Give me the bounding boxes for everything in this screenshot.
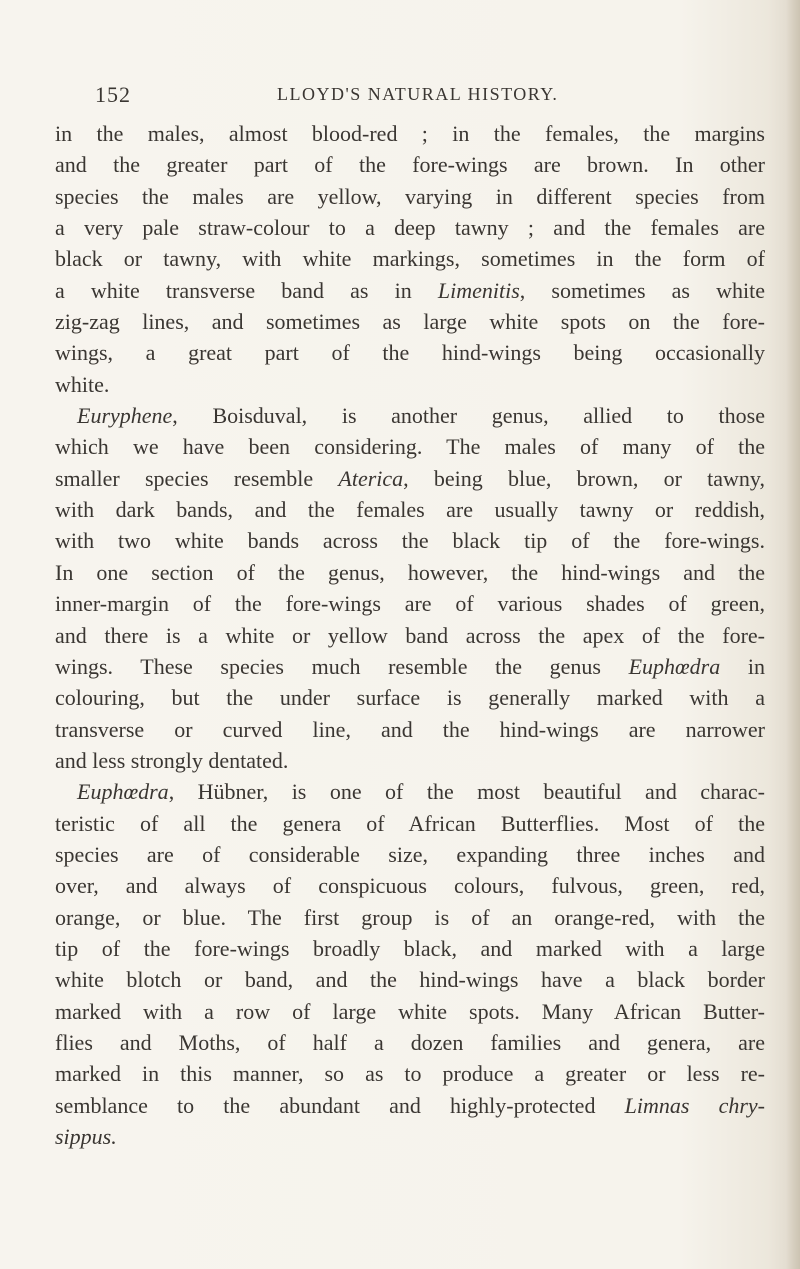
text-segment: white. [55,371,110,397]
page-header [95,82,735,112]
text-segment: semblance to the abundant and highly-protected [55,1092,625,1118]
text-line [55,588,765,619]
text-segment: species the males are yellow, varying in different species from [55,183,765,209]
text-line [55,306,765,337]
text-line [55,212,765,243]
text-segment: marked with a row of large white spots. Many African Butter- [55,998,765,1024]
text-line [55,996,765,1027]
italic-text: Euphœdra [77,779,169,805]
text-segment: which we have been considering. The males of many of the [55,434,765,460]
text-line [55,682,765,713]
italic-text: Limenitis [437,277,520,303]
text-line [55,933,765,964]
text-segment: orange, or blue. The first group is of an orange-red, with the [55,904,765,930]
text-segment: and less strongly dentated. [55,747,289,773]
text-line [55,243,765,274]
text-segment: smaller species resemble [55,465,339,491]
text-segment: a white transverse band as in [55,277,438,303]
text-line [55,839,765,870]
text-segment: flies and Moths, of half a dozen families and genera, are [55,1029,765,1055]
text-line [55,118,765,149]
text-segment: in [720,653,765,679]
italic-text: Limnas chry- [624,1092,766,1118]
text-line [55,149,765,180]
text-line [55,1090,765,1121]
text-segment: colouring, but the under surface is generally marked with a [55,685,765,711]
text-segment: black or tawny, with white markings, sometimes in the form of [55,246,765,272]
text-segment: a very pale straw-colour to a deep tawny ; and the females are [55,215,765,241]
text-segment: and the greater part of the fore-wings are brown. In other [55,152,765,178]
text-segment: over, and always of conspicuous colours, fulvous, green, red, [55,873,765,899]
italic-text: Euryphene [77,403,173,429]
text-line [55,1058,765,1089]
text-line [55,525,765,556]
text-segment: , being blue, brown, or tawny, [403,465,765,491]
text-segment: transverse or curved line, and the hind-wings are narrower [55,716,765,742]
page-edge-shadow [786,0,800,1269]
running-head: LLOYD'S NATURAL HISTORY. [277,84,559,104]
text-line [55,181,765,212]
text-segment: with two white bands across the black tip of the fore-wings. [55,528,765,554]
page-number: 152 [95,82,131,107]
text-line [55,557,765,588]
text-line [55,1027,765,1058]
text-line [55,400,765,431]
text-segment: , sometimes as white [519,277,766,303]
text-segment: white blotch or band, and the hind-wings have a black border [55,967,765,993]
text-line [55,964,765,995]
text-segment: teristic of all the genera of African Butterflies. Most of the [55,810,765,836]
text-line [55,369,765,400]
text-line [55,745,765,776]
text-segment: species are of considerable size, expanding three inches and [55,841,765,867]
text-segment: wings, a great part of the hind-wings being occasionally [55,340,765,366]
text-line [55,902,765,933]
text-segment: In one section of the genus, however, the hind-wings and the [55,559,765,585]
italic-text: Euphœdra [628,653,721,679]
text-segment: wings. These species much resemble the genus [55,653,629,679]
text-segment: , Boisduval, is another genus, allied to those [172,403,765,429]
text-line [55,1121,765,1152]
text-line [55,463,765,494]
text-segment: marked in this manner, so as to produce a greater or less re- [55,1061,765,1087]
text-line [55,808,765,839]
text-line [55,431,765,462]
text-segment: , Hübner, is one of the most beautiful and charac- [168,779,765,805]
text-line [55,651,765,682]
italic-text: sippus. [55,1124,117,1149]
text-line [55,337,765,368]
text-line [55,870,765,901]
text-segment: inner-margin of the fore-wings are of various shades of green, [55,591,765,617]
text-segment: with dark bands, and the females are usually tawny or reddish, [55,497,765,523]
text-line [55,494,765,525]
text-line [55,776,765,807]
italic-text: Aterica [338,465,404,491]
body-text [55,118,765,1152]
text-segment: zig-zag lines, and sometimes as large white spots on the fore- [55,309,765,335]
text-line [55,714,765,745]
text-segment: and there is a white or yellow band across the apex of the fore- [55,622,765,648]
text-segment: tip of the fore-wings broadly black, and marked with a large [55,935,765,961]
text-line [55,620,765,651]
text-segment: in the males, almost blood-red ; in the females, the margins [55,121,765,146]
text-line [55,275,765,306]
